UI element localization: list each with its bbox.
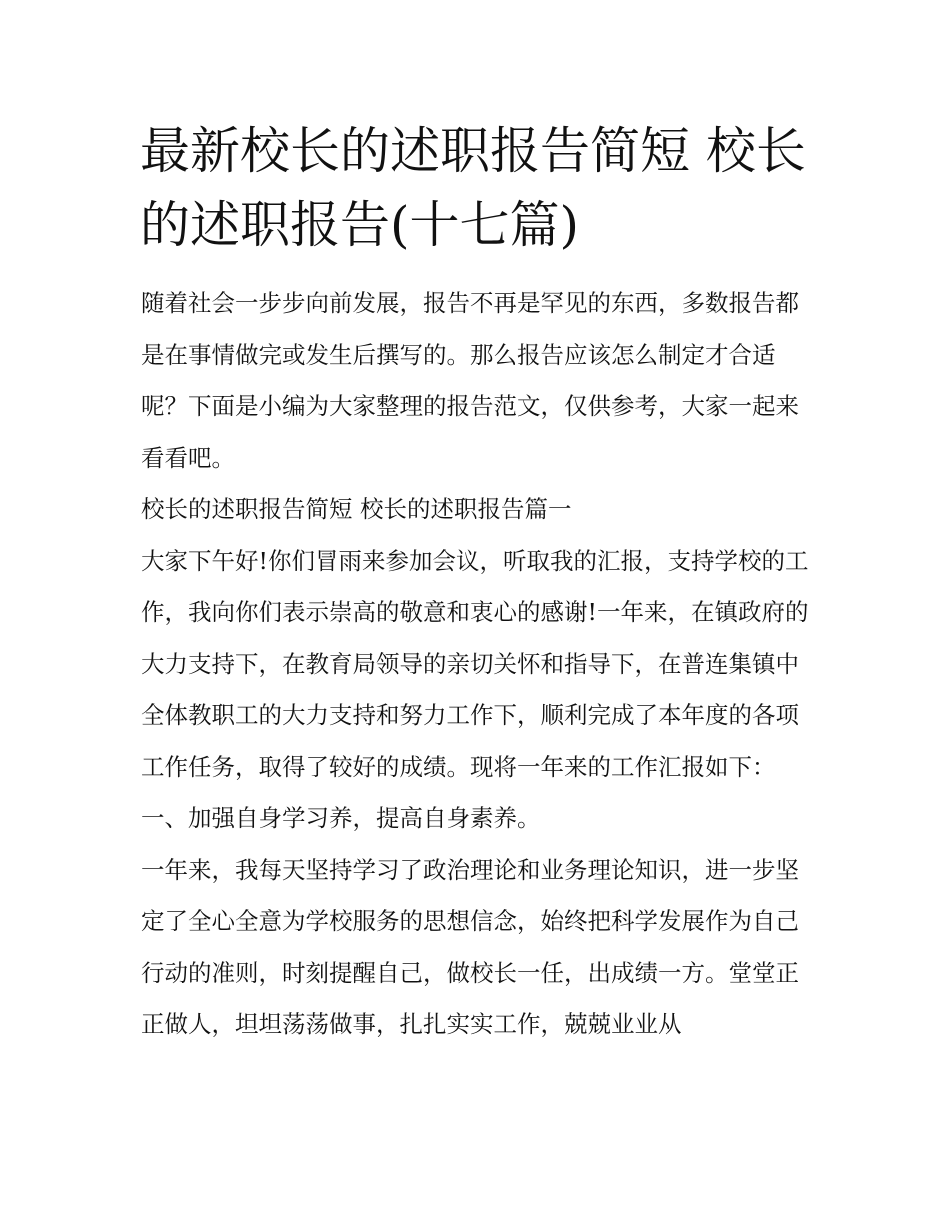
report-paragraph: 大家下午好!你们冒雨来参加会议，听取我的汇报，支持学校的工作，我向你们表示崇高的敬意和衷心的感谢!一年来，在镇政府的大力支持下，在教育局领导的亲切关怀和指导下，在普连集镇中全体教职工的大力支持和努力工作下，顺利完成了本年度的各项工作任务，取得了较好的成绩。现将一年来的工作汇报如下： xyxy=(141,546,809,781)
document-body xyxy=(141,278,821,1051)
document-title: 最新校长的述职报告简短 校长的述职报告(十七篇) xyxy=(140,122,806,254)
subsection-heading: 一、加强自身学习养，提高自身素养。 xyxy=(141,804,541,832)
section-heading: 校长的述职报告简短 校长的述职报告篇一 xyxy=(141,495,572,523)
report-paragraph: 一年来，我每天坚持学习了政治理论和业务理论知识，进一步坚定了全心全意为学校服务的思想信念，始终把科学发展作为自己行动的准则，时刻提醒自己，做校长一任，出成绩一方。堂堂正正做人，坦坦荡荡做事，扎扎实实工作，兢兢业业从 xyxy=(141,855,799,1038)
intro-paragraph: 随着社会一步步向前发展，报告不再是罕见的东西，多数报告都是在事情做完或发生后撰写的。那么报告应该怎么制定才合适呢？下面是小编为大家整理的报告范文，仅供参考，大家一起来看看吧。 xyxy=(141,289,799,472)
